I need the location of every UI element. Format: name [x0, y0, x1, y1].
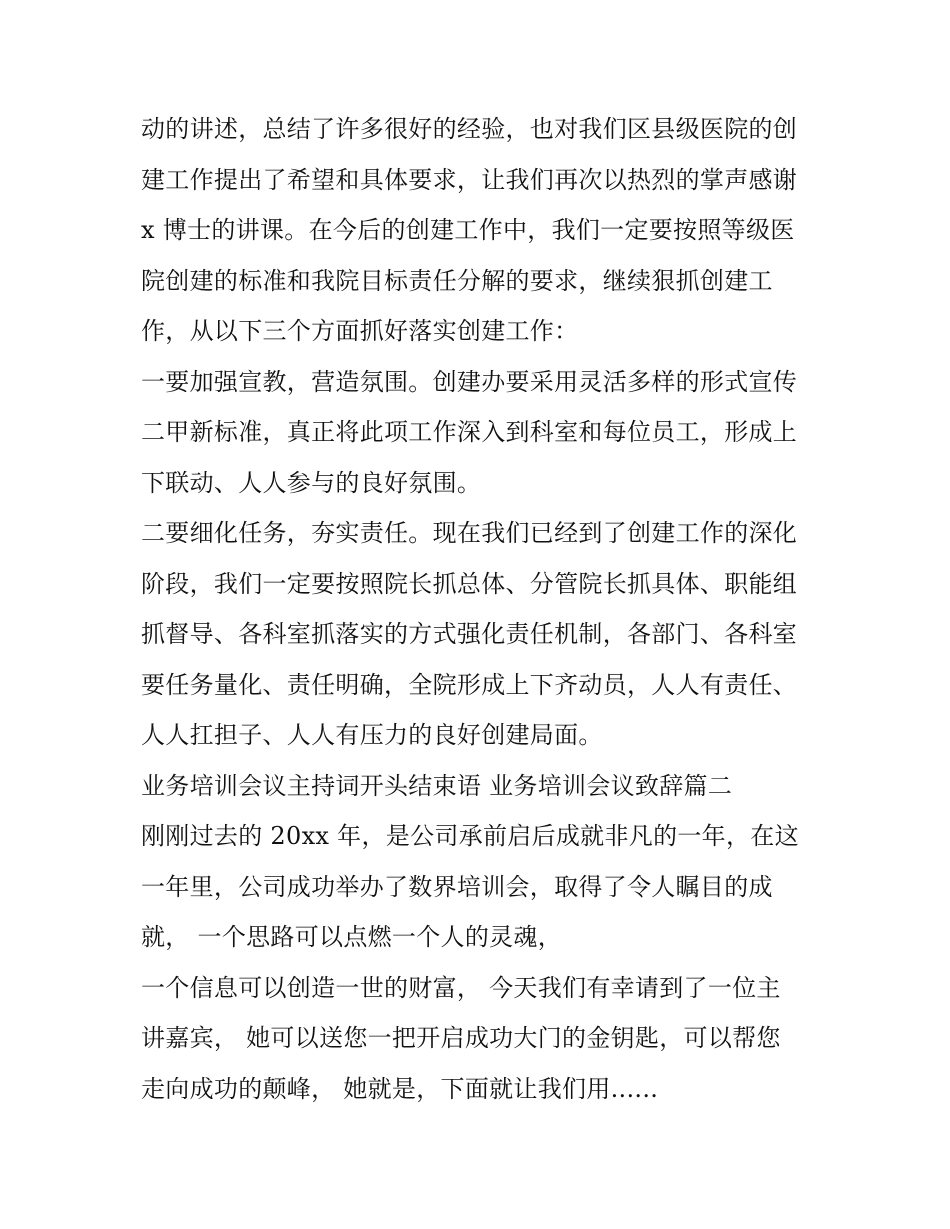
text-line-17: 就， 一个思路可以点燃一个人的灵魂， — [141, 923, 563, 951]
text-line-8: 下联动、人人参与的良好氛围。 — [141, 468, 482, 497]
text-line-18: 一个信息可以创造一世的财富， 今天我们有幸请到了一位主 — [141, 973, 781, 1002]
text-line-10: 阶段，我们一定要按照院长抓总体、分管院长抓具体、职能组 — [141, 569, 798, 598]
text-line-16: 一年里，公司成功举办了数界培训会，取得了令人瞩目的成 — [141, 872, 773, 901]
text-line-7: 二甲新标准，真正将此项工作深入到科室和每位员工，形成上 — [141, 418, 798, 446]
text-line-15: 刚刚过去的 20xx 年，是公司承前启后成就非凡的一年，在这 — [141, 822, 799, 850]
text-line-6: 一要加强宣教，营造氛围。创建办要采用灵活多样的形式宣传 — [141, 367, 798, 396]
text-line-4: 院创建的标准和我院目标责任分解的要求，继续狠抓创建工 — [141, 266, 773, 295]
text-line-5: 作，从以下三个方面抓好落实创建工作： — [141, 317, 579, 345]
text-line-3: x 博士的讲课。在今后的创建工作中，我们一定要按照等级医 — [141, 216, 795, 244]
section-heading: 业务培训会议主持词开头结束语 业务培训会议致辞篇二 — [141, 771, 733, 800]
text-line-2: 建工作提出了希望和具体要求，让我们再次以热烈的掌声感谢 — [141, 165, 798, 194]
body-text — [141, 104, 821, 1114]
text-line-12: 要任务量化、责任明确，全院形成上下齐动员，人人有责任、 — [141, 670, 798, 699]
text-line-20: 走向成功的颠峰， 她就是，下面就让我们用...... — [141, 1074, 659, 1103]
text-line-11: 抓督导、各科室抓落实的方式强化责任机制，各部门、各科室 — [141, 620, 798, 648]
text-line-9: 二要细化任务，夯实责任。现在我们已经到了创建工作的深化 — [141, 519, 798, 547]
text-line-19: 讲嘉宾， 她可以送您一把开启成功大门的金钥匙，可以帮您 — [141, 1024, 781, 1052]
text-line-1: 动的讲述，总结了许多很好的经验，也对我们区县级医院的创 — [141, 115, 798, 143]
text-line-13: 人人扛担子、人人有压力的良好创建局面。 — [141, 721, 603, 749]
